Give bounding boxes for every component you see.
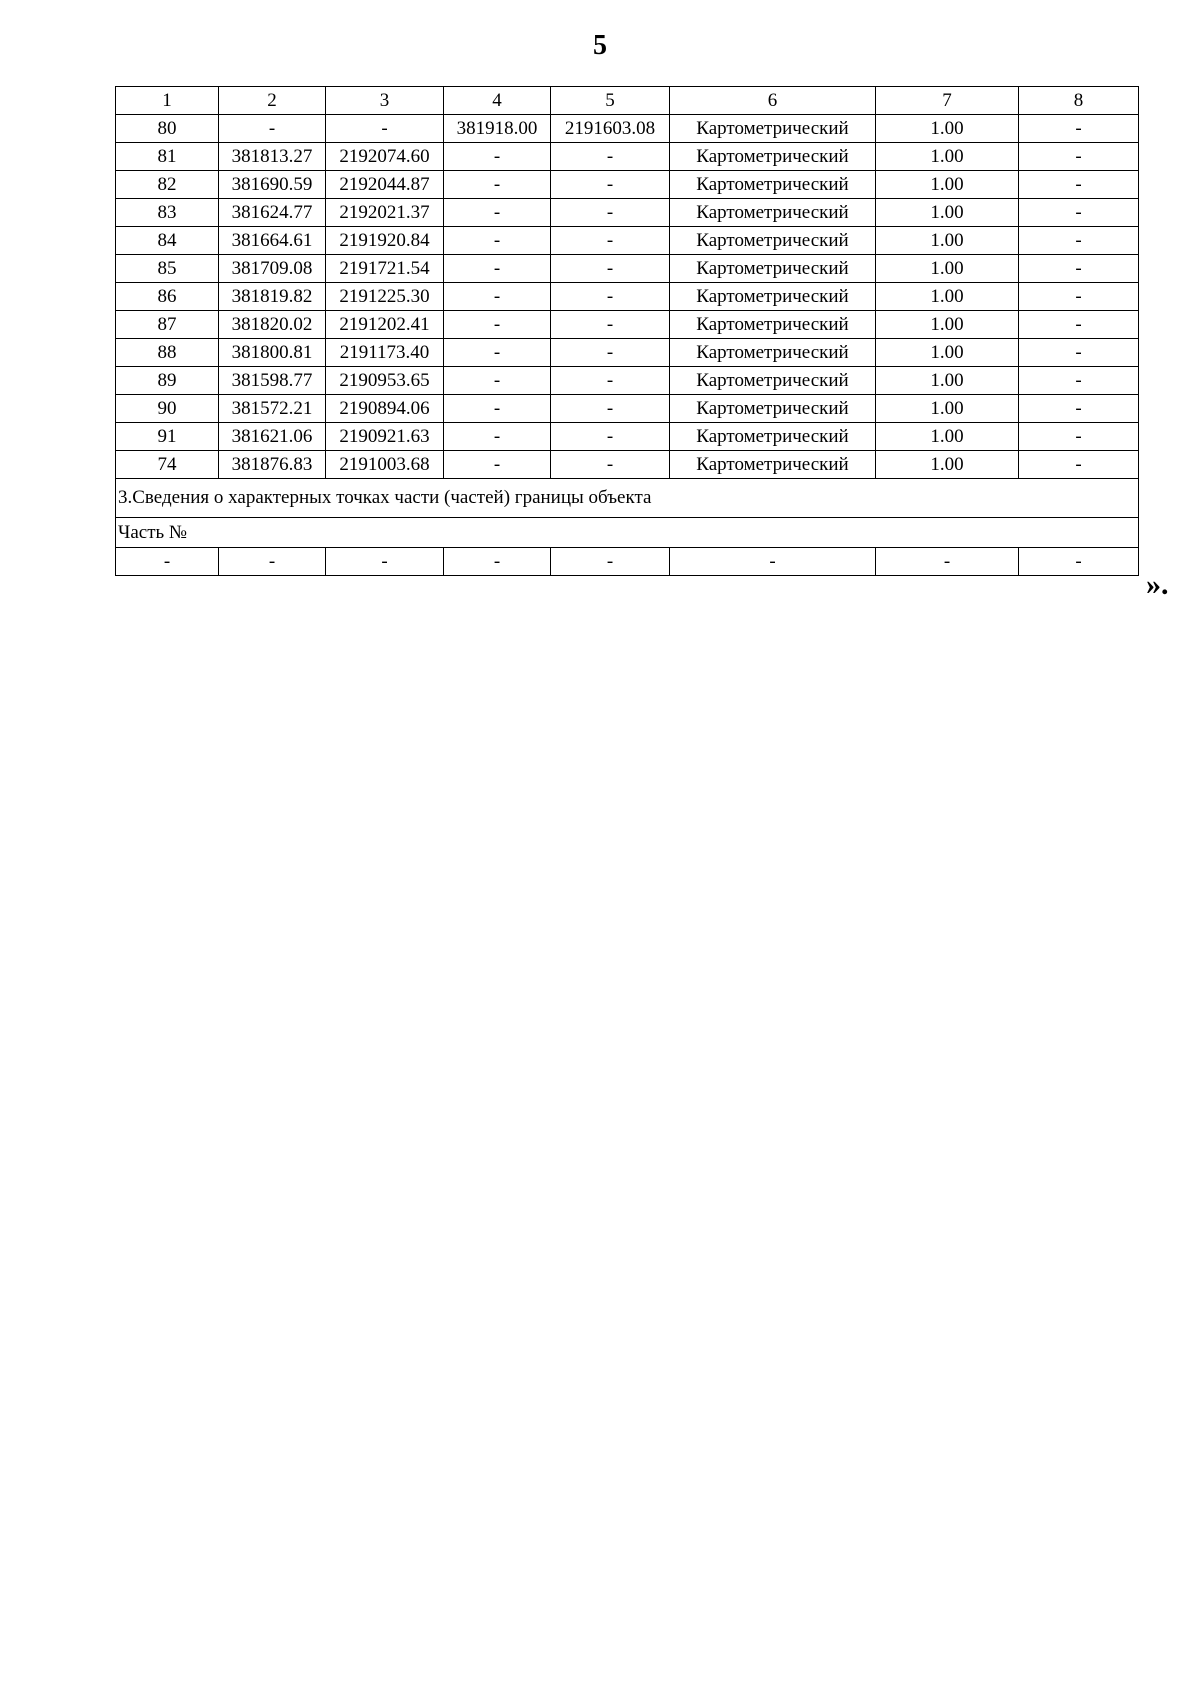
- table-cell: 82: [116, 171, 219, 199]
- table-cell: -: [1019, 115, 1139, 143]
- table-row: [116, 255, 1139, 283]
- table-row: [116, 451, 1139, 479]
- coordinates-table: [115, 86, 1139, 576]
- table-cell: -: [444, 451, 551, 479]
- table-cell: 2190921.63: [326, 423, 444, 451]
- table-cell: 1.00: [876, 199, 1019, 227]
- table-cell: 2191225.30: [326, 283, 444, 311]
- table-cell: -: [670, 548, 876, 576]
- table-cell: -: [1019, 339, 1139, 367]
- table-row: [116, 227, 1139, 255]
- table-cell: -: [444, 171, 551, 199]
- table-cell: 1.00: [876, 339, 1019, 367]
- table-cell: 381664.61: [219, 227, 326, 255]
- table-cell: Картометрический: [670, 311, 876, 339]
- table-cell: Картометрический: [670, 423, 876, 451]
- table-cell: -: [1019, 451, 1139, 479]
- table-row: [116, 339, 1139, 367]
- table-cell: 1.00: [876, 227, 1019, 255]
- page-number: 5: [593, 30, 607, 61]
- table-cell: 1.00: [876, 395, 1019, 423]
- table-cell: 2191003.68: [326, 451, 444, 479]
- table-cell: 2191173.40: [326, 339, 444, 367]
- table-cell: 1.00: [876, 255, 1019, 283]
- table-cell: Картометрический: [670, 339, 876, 367]
- table-cell: -: [444, 227, 551, 255]
- table-cell: 1.00: [876, 367, 1019, 395]
- table-cell: 2192074.60: [326, 143, 444, 171]
- table-cell: 381598.77: [219, 367, 326, 395]
- table-cell: 88: [116, 339, 219, 367]
- table-cell: -: [551, 395, 670, 423]
- table-cell: -: [1019, 143, 1139, 171]
- table-cell: -: [326, 548, 444, 576]
- table-row: [116, 283, 1139, 311]
- table-cell: -: [444, 311, 551, 339]
- table-cell: Картометрический: [670, 395, 876, 423]
- table-cell: -: [551, 451, 670, 479]
- table-cell: -: [444, 548, 551, 576]
- table-cell: Картометрический: [670, 115, 876, 143]
- table-cell: -: [116, 548, 219, 576]
- header-cell: 2: [219, 87, 326, 115]
- table-cell: Картометрический: [670, 283, 876, 311]
- table-cell: -: [551, 311, 670, 339]
- table-cell: -: [551, 548, 670, 576]
- table-row: [116, 143, 1139, 171]
- table-row: [116, 395, 1139, 423]
- table-cell: 86: [116, 283, 219, 311]
- table-cell: 381819.82: [219, 283, 326, 311]
- header-cell: 7: [876, 87, 1019, 115]
- table-cell: 87: [116, 311, 219, 339]
- table-cell: -: [1019, 367, 1139, 395]
- table-cell: 381572.21: [219, 395, 326, 423]
- table-cell: Картометрический: [670, 199, 876, 227]
- table-cell: Картометрический: [670, 171, 876, 199]
- table-cell: -: [551, 283, 670, 311]
- table-cell: -: [444, 199, 551, 227]
- header-cell: 1: [116, 87, 219, 115]
- table-cell: -: [444, 283, 551, 311]
- table-cell: -: [1019, 199, 1139, 227]
- table-cell: 83: [116, 199, 219, 227]
- table-row: [116, 311, 1139, 339]
- closing-quote-mark: ».: [1146, 568, 1169, 601]
- table-cell: -: [444, 143, 551, 171]
- table-cell: -: [551, 339, 670, 367]
- table-cell: 2190953.65: [326, 367, 444, 395]
- table-cell: -: [219, 115, 326, 143]
- table-cell: -: [219, 548, 326, 576]
- table-cell: 84: [116, 227, 219, 255]
- table-cell: 381918.00: [444, 115, 551, 143]
- table-cell: -: [551, 255, 670, 283]
- table-cell: 2190894.06: [326, 395, 444, 423]
- table-cell: 1.00: [876, 283, 1019, 311]
- table-cell: -: [551, 367, 670, 395]
- table-cell: Картометрический: [670, 367, 876, 395]
- table-cell: 89: [116, 367, 219, 395]
- table-cell: 1.00: [876, 451, 1019, 479]
- table-cell: 2191603.08: [551, 115, 670, 143]
- table-cell: 1.00: [876, 171, 1019, 199]
- table-cell: 80: [116, 115, 219, 143]
- part-label-row: [116, 518, 1139, 548]
- table-cell: 2191202.41: [326, 311, 444, 339]
- table-cell: -: [1019, 283, 1139, 311]
- coordinates-table-body: [116, 87, 1139, 576]
- table-cell: 381621.06: [219, 423, 326, 451]
- header-cell: 4: [444, 87, 551, 115]
- table-cell: -: [1019, 255, 1139, 283]
- header-cell: 3: [326, 87, 444, 115]
- table-cell: 2191920.84: [326, 227, 444, 255]
- header-cell: 8: [1019, 87, 1139, 115]
- table-cell: -: [551, 171, 670, 199]
- table-cell: 381690.59: [219, 171, 326, 199]
- section-title-row: [116, 479, 1139, 518]
- table-cell: -: [1019, 311, 1139, 339]
- table-cell: 1.00: [876, 423, 1019, 451]
- table-cell: 2192044.87: [326, 171, 444, 199]
- table-row: [116, 171, 1139, 199]
- table-cell: 1.00: [876, 115, 1019, 143]
- header-cell: 5: [551, 87, 670, 115]
- table-cell: -: [551, 143, 670, 171]
- table-cell: Картометрический: [670, 143, 876, 171]
- table-cell: Картометрический: [670, 227, 876, 255]
- table-row: [116, 367, 1139, 395]
- table-cell: 90: [116, 395, 219, 423]
- header-cell: 6: [670, 87, 876, 115]
- table-cell: 1.00: [876, 311, 1019, 339]
- table-cell: -: [551, 199, 670, 227]
- table-cell: -: [444, 339, 551, 367]
- table-cell: -: [444, 423, 551, 451]
- table-cell: -: [551, 423, 670, 451]
- section-title: 3.Сведения о характерных точках части (частей) границы объекта: [116, 479, 1139, 518]
- table-row: [116, 115, 1139, 143]
- table-cell: -: [444, 367, 551, 395]
- table-cell: -: [326, 115, 444, 143]
- table-cell: -: [1019, 171, 1139, 199]
- coordinates-table-container: [115, 86, 1138, 576]
- table-cell: -: [444, 255, 551, 283]
- table-cell: -: [551, 227, 670, 255]
- table-cell: Картометрический: [670, 255, 876, 283]
- table-cell: 381800.81: [219, 339, 326, 367]
- table-cell: -: [1019, 395, 1139, 423]
- part-data-row: [116, 548, 1139, 576]
- table-cell: -: [1019, 548, 1139, 576]
- table-cell: Картометрический: [670, 451, 876, 479]
- table-cell: 381813.27: [219, 143, 326, 171]
- table-cell: 74: [116, 451, 219, 479]
- table-cell: -: [444, 395, 551, 423]
- header-row: [116, 87, 1139, 115]
- part-label: Часть №: [116, 518, 1139, 548]
- table-cell: 1.00: [876, 143, 1019, 171]
- table-row: [116, 423, 1139, 451]
- table-cell: -: [876, 548, 1019, 576]
- table-cell: 381624.77: [219, 199, 326, 227]
- table-cell: 85: [116, 255, 219, 283]
- table-cell: -: [1019, 423, 1139, 451]
- table-cell: 381876.83: [219, 451, 326, 479]
- table-cell: 2192021.37: [326, 199, 444, 227]
- table-cell: 91: [116, 423, 219, 451]
- table-row: [116, 199, 1139, 227]
- table-cell: 381820.02: [219, 311, 326, 339]
- table-cell: 381709.08: [219, 255, 326, 283]
- table-cell: 2191721.54: [326, 255, 444, 283]
- table-cell: -: [1019, 227, 1139, 255]
- table-cell: 81: [116, 143, 219, 171]
